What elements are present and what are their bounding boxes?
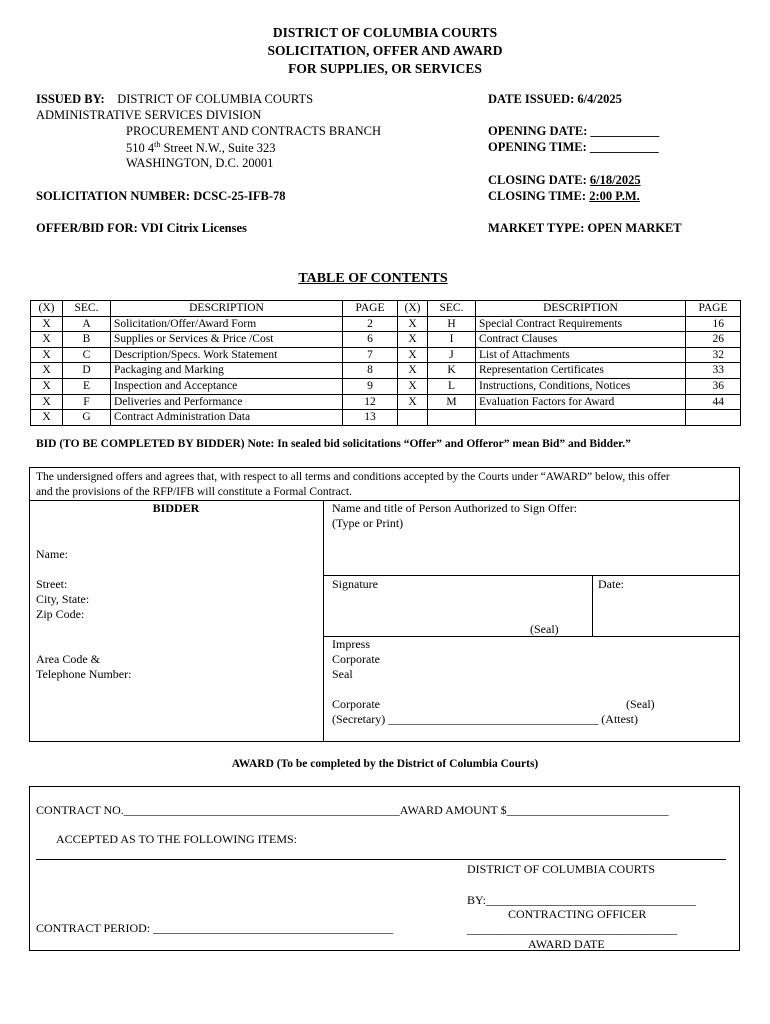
toc-table — [30, 300, 741, 426]
dc-courts-label: DISTRICT OF COLUMBIA COURTS — [467, 862, 656, 876]
toc-cell: Contract Administration Data — [111, 410, 343, 426]
toc-header-cell: DESCRIPTION — [476, 301, 686, 317]
impress-label: Impress — [332, 637, 370, 651]
accepted-items-label: ACCEPTED AS TO THE FOLLOWING ITEMS: — [56, 832, 298, 846]
toc-cell: X — [31, 378, 63, 394]
toc-cell: G — [63, 410, 111, 426]
toc-cell: Instructions, Conditions, Notices — [476, 378, 686, 394]
toc-row — [31, 394, 741, 410]
closing-date: CLOSING DATE: 6/18/2025 — [488, 173, 641, 187]
toc-cell: 6 — [343, 332, 398, 348]
signature-field[interactable]: Signature — [332, 577, 378, 591]
toc-row — [31, 378, 741, 394]
toc-cell: K — [428, 363, 476, 379]
toc-header-cell: SEC. — [428, 301, 476, 317]
toc-cell: X — [398, 363, 428, 379]
toc-cell: E — [63, 378, 111, 394]
toc-cell: 36 — [686, 378, 741, 394]
toc-header-cell: PAGE — [686, 301, 741, 317]
toc-cell: I — [428, 332, 476, 348]
toc-header-row — [31, 301, 741, 317]
toc-cell: F — [63, 394, 111, 410]
zip-code-field[interactable]: Zip Code: — [36, 607, 85, 621]
area-code-label: Area Code & — [36, 652, 100, 666]
offer-for: OFFER/BID FOR: VDI Citrix Licenses — [36, 221, 247, 235]
corporate-label-2: Corporate — [332, 697, 380, 711]
toc-cell: X — [31, 363, 63, 379]
signature-top-line — [323, 575, 740, 576]
toc-cell: Supplies or Services & Price /Cost — [111, 332, 343, 348]
toc-cell: 9 — [343, 378, 398, 394]
toc-cell — [476, 410, 686, 426]
title-line-2: SOLICITATION, OFFER AND AWARD — [267, 43, 503, 58]
toc-cell: 33 — [686, 363, 741, 379]
solicitation-number: SOLICITATION NUMBER: DCSC-25-IFB-78 — [36, 189, 286, 203]
toc-cell: M — [428, 394, 476, 410]
name-title-label: Name and title of Person Authorized to Sign Offer: — [332, 501, 578, 515]
toc-cell: 8 — [343, 363, 398, 379]
issued-by-line2: ADMINISTRATIVE SERVICES DIVISION — [36, 108, 262, 122]
toc-cell: 32 — [686, 347, 741, 363]
toc-cell — [428, 410, 476, 426]
toc-row — [31, 316, 741, 332]
toc-header-cell: DESCRIPTION — [111, 301, 343, 317]
toc-cell: 7 — [343, 347, 398, 363]
toc-cell: X — [31, 316, 63, 332]
accepted-items-line[interactable] — [36, 859, 726, 860]
toc-cell: X — [398, 378, 428, 394]
corporate-label: Corporate — [332, 652, 380, 666]
issued-by-line3: PROCUREMENT AND CONTRACTS BRANCH — [126, 124, 382, 138]
toc-cell: X — [398, 316, 428, 332]
toc-cell: List of Attachments — [476, 347, 686, 363]
toc-row — [31, 347, 741, 363]
toc-cell: X — [31, 332, 63, 348]
toc-row — [31, 332, 741, 348]
toc-cell: 16 — [686, 316, 741, 332]
toc-cell: 12 — [343, 394, 398, 410]
award-date-line[interactable]: ___________________________________ — [467, 922, 677, 936]
toc-heading: TABLE OF CONTENTS — [298, 271, 448, 286]
city-state-field[interactable]: City, State: — [36, 592, 90, 606]
toc-cell: X — [31, 347, 63, 363]
closing-time: CLOSING TIME: 2:00 P.M. — [488, 189, 640, 203]
toc-cell — [686, 410, 741, 426]
street-field[interactable]: Street: — [36, 577, 68, 591]
toc-cell: Special Contract Requirements — [476, 316, 686, 332]
seal-word-label: Seal — [332, 667, 353, 681]
toc-cell: C — [63, 347, 111, 363]
title-line-1: DISTRICT OF COLUMBIA COURTS — [272, 25, 498, 40]
telephone-field[interactable]: Telephone Number: — [36, 667, 132, 681]
toc-cell: L — [428, 378, 476, 394]
opening-date: OPENING DATE: ___________ — [488, 124, 660, 138]
toc-cell: A — [63, 316, 111, 332]
toc-header-cell: SEC. — [63, 301, 111, 317]
date-field[interactable]: Date: — [598, 577, 624, 591]
bid-note: BID (TO BE COMPLETED BY BIDDER) Note: In sealed bid solicitations “Offer” and Offeror” mean Bid” and Bidder.” — [36, 438, 631, 450]
toc-row — [31, 363, 741, 379]
bid-column-divider — [323, 500, 324, 742]
issued-by: ISSUED BY: DISTRICT OF COLUMBIA COURTS — [36, 92, 314, 106]
toc-cell: Representation Certificates — [476, 363, 686, 379]
toc-cell: H — [428, 316, 476, 332]
toc-cell: B — [63, 332, 111, 348]
toc-cell: X — [398, 332, 428, 348]
toc-cell: Packaging and Marking — [111, 363, 343, 379]
toc-header-cell: PAGE — [343, 301, 398, 317]
signature-date-divider — [592, 575, 593, 636]
toc-cell — [398, 410, 428, 426]
name-field[interactable]: Name: — [36, 547, 68, 561]
toc-cell: 13 — [343, 410, 398, 426]
award-date-label: AWARD DATE — [528, 937, 605, 951]
contracting-officer-label: CONTRACTING OFFICER — [508, 907, 647, 921]
toc-row — [31, 410, 741, 426]
toc-cell: Deliveries and Performance — [111, 394, 343, 410]
issued-by-label: ISSUED BY — [36, 92, 101, 106]
toc-cell: X — [398, 347, 428, 363]
issued-by-line1: DISTRICT OF COLUMBIA COURTS — [117, 92, 314, 106]
toc-cell: Solicitation/Offer/Award Form — [111, 316, 343, 332]
contract-no-line[interactable]: CONTRACT NO.______________________________________________AWARD AMOUNT $___________________________ — [36, 803, 669, 817]
by-signature-line[interactable]: BY:___________________________________ — [467, 893, 696, 907]
toc-cell: Evaluation Factors for Award — [476, 394, 686, 410]
contract-period-line[interactable]: CONTRACT PERIOD: ________________________________________ — [36, 921, 394, 935]
date-issued: DATE ISSUED: 6/4/2025 — [488, 92, 622, 106]
type-or-print: (Type or Print) — [332, 516, 404, 530]
toc-cell: D — [63, 363, 111, 379]
toc-cell: Inspection and Acceptance — [111, 378, 343, 394]
bidder-heading: BIDDER — [152, 501, 200, 515]
toc-cell: 26 — [686, 332, 741, 348]
bid-intro-line2: and the provisions of the RFP/IFB will constitute a Formal Contract. — [36, 486, 352, 498]
bid-intro-line1: The undersigned offers and agrees that, with respect to all terms and conditions accepted by the Courts under “AWARD” below, this offer — [36, 471, 670, 483]
toc-cell: 44 — [686, 394, 741, 410]
seal-label: (Seal) — [530, 622, 559, 636]
toc-cell: J — [428, 347, 476, 363]
toc-cell: X — [398, 394, 428, 410]
issued-by-line4: 510 4th Street N.W., Suite 323 — [126, 140, 276, 156]
seal-label-2: (Seal) — [626, 697, 655, 711]
opening-time: OPENING TIME: ___________ — [488, 140, 659, 154]
toc-cell: Contract Clauses — [476, 332, 686, 348]
issued-by-line5: WASHINGTON, D.C. 20001 — [126, 156, 274, 170]
market-type: MARKET TYPE: OPEN MARKET — [488, 221, 682, 235]
toc-header-cell: (X) — [31, 301, 63, 317]
toc-header-cell: (X) — [398, 301, 428, 317]
toc-cell: Description/Specs. Work Statement — [111, 347, 343, 363]
award-heading: AWARD (To be completed by the District of Columbia Courts) — [231, 758, 539, 770]
toc-cell: X — [31, 394, 63, 410]
toc-cell: X — [31, 410, 63, 426]
toc-cell: 2 — [343, 316, 398, 332]
secretary-attest-line[interactable]: (Secretary) ___________________________________ (Attest) — [332, 712, 638, 726]
title-line-3: FOR SUPPLIES, OR SERVICES — [288, 61, 482, 76]
